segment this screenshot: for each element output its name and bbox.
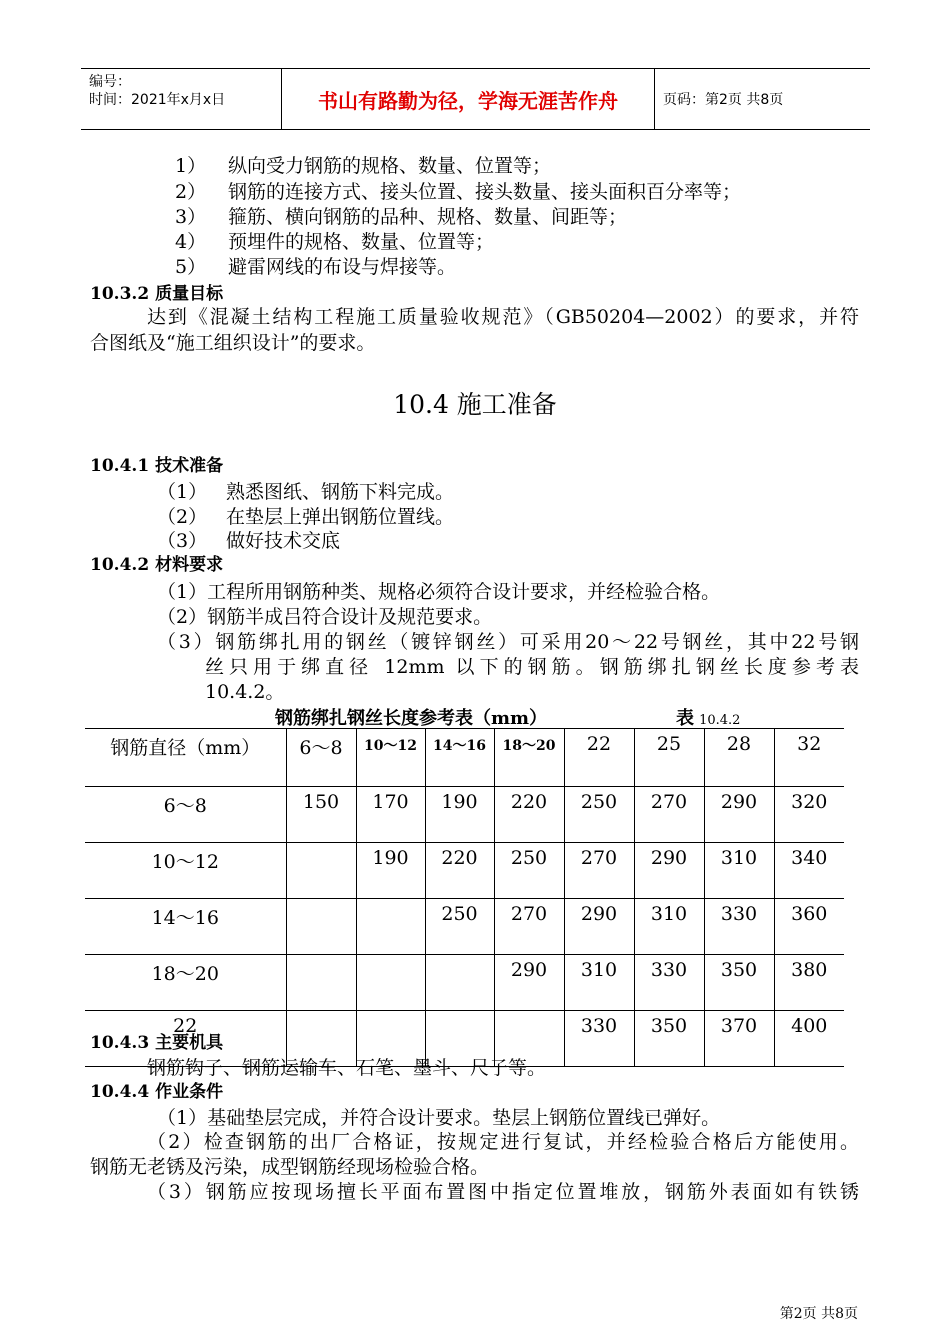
time-label: 时间：2021年x月x日	[89, 92, 226, 108]
table-cell: 170	[356, 787, 425, 843]
tech-item-num: （3）	[157, 530, 208, 552]
tech-item-text: 在垫层上弹出钢筋位置线。	[226, 506, 455, 528]
table-cell: 400	[774, 1011, 844, 1067]
table-cell: 320	[774, 787, 844, 843]
table-cell: 190	[356, 843, 425, 899]
table-cell: 10～12	[85, 843, 286, 899]
condition-item-2-line2: 钢筋无老锈及污染，成型钢筋经现场检验合格。	[90, 1156, 490, 1178]
table-cell: 330	[564, 1011, 634, 1067]
table-cell: 360	[774, 899, 844, 955]
table-cell: 270	[634, 787, 704, 843]
list-item: 4）	[175, 231, 207, 253]
table-cell: 150	[286, 787, 356, 843]
list-item: 5）	[175, 256, 207, 278]
table-cell: 370	[704, 1011, 774, 1067]
table-header-cell: 18～20	[494, 729, 564, 787]
table-cell: 250	[564, 787, 634, 843]
condition-item-2-line1: （2）检查钢筋的出厂合格证，按规定进行复试，并经检验合格后方能使用。	[147, 1131, 859, 1153]
table-cell	[356, 955, 425, 1011]
table-number	[676, 704, 740, 730]
page-header	[81, 68, 870, 130]
table-cell: 290	[564, 899, 634, 955]
condition-item-3-line1: （3）钢筋应按现场擅长平面布置图中指定位置堆放，钢筋外表面如有铁锈	[147, 1181, 859, 1203]
table-header-cell: 22	[564, 729, 634, 787]
header-motto: 书山有路勤为径，学海无涯苦作舟	[281, 69, 655, 129]
table-cell: 330	[704, 899, 774, 955]
table-cell: 290	[704, 787, 774, 843]
material-item-3-line3: 10.4.2。	[205, 681, 285, 703]
page-footer: 第2页 共8页	[779, 1306, 858, 1322]
table-header-cell: 10～12	[356, 729, 425, 787]
table-cell: 380	[774, 955, 844, 1011]
table-cell: 250	[494, 843, 564, 899]
table-cell: 18～20	[85, 955, 286, 1011]
table-number-value: 10.4.2	[699, 713, 741, 728]
list-item: 1）	[175, 155, 207, 177]
tech-item-text: 熟悉图纸、钢筋下料完成。	[226, 481, 455, 503]
list-item-text: 箍筋、横向钢筋的品种、规格、数量、间距等；	[228, 206, 628, 228]
table-cell: 220	[425, 843, 494, 899]
quality-goal-line1: 达到《混凝土结构工程施工质量验收规范》（GB50204—2002）的要求，并符	[147, 306, 859, 328]
section-heading-10-3-2: 10.3.2 质量目标	[90, 284, 224, 304]
table-cell	[286, 843, 356, 899]
table-header-row	[85, 729, 844, 787]
table-row	[85, 843, 844, 899]
table-cell: 270	[564, 843, 634, 899]
table-cell: 14～16	[85, 899, 286, 955]
condition-item-1: （1）基础垫层完成，并符合设计要求。垫层上钢筋位置线已弹好。	[157, 1107, 721, 1129]
table-cell: 350	[634, 1011, 704, 1067]
table-cell	[286, 955, 356, 1011]
table-cell: 310	[564, 955, 634, 1011]
list-item-text: 纵向受力钢筋的规格、数量、位置等；	[228, 155, 552, 177]
table-header-cell: 25	[634, 729, 704, 787]
table-caption: 钢筋绑扎钢丝长度参考表（mm）	[275, 708, 548, 729]
list-item: 3）	[175, 206, 207, 228]
table-row	[85, 955, 844, 1011]
table-cell	[356, 899, 425, 955]
table-cell: 220	[494, 787, 564, 843]
table-row	[85, 787, 844, 843]
table-cell: 350	[704, 955, 774, 1011]
table-cell: 310	[634, 899, 704, 955]
material-item-1: （1）工程所用钢筋种类、规格必须符合设计要求，并经检验合格。	[157, 581, 721, 603]
header-meta	[81, 69, 281, 129]
table-cell	[286, 899, 356, 955]
table-cell: 340	[774, 843, 844, 899]
number-label: 编号：	[89, 74, 131, 90]
tech-item-text: 做好技术交底	[226, 530, 341, 552]
table-header-cell: 钢筋直径（mm）	[85, 729, 286, 787]
header-page-info: 页码：第2页 共8页	[663, 92, 784, 108]
table-header-cell: 14～16	[425, 729, 494, 787]
list-item-text: 避雷网线的布设与焊接等。	[228, 256, 457, 278]
table-cell: 190	[425, 787, 494, 843]
table-header-cell: 6～8	[286, 729, 356, 787]
material-item-3-line2: 丝只用于绑直径 12mm 以下的钢筋。钢筋绑扎钢丝长度参考表	[205, 656, 859, 678]
table-row	[85, 899, 844, 955]
table-cell: 6～8	[85, 787, 286, 843]
quality-goal-line2: 合图纸及“施工组织设计”的要求。	[90, 332, 376, 354]
tools-text: 钢筋钩子、钢筋运输车、石笔、墨斗、尺子等。	[147, 1057, 547, 1079]
table-cell	[425, 955, 494, 1011]
section-title-10-4: 10.4 施工准备	[393, 390, 557, 419]
table-cell: 270	[494, 899, 564, 955]
section-heading-10-4-4: 10.4.4 作业条件	[90, 1082, 224, 1102]
table-cell: 290	[634, 843, 704, 899]
section-heading-10-4-2: 10.4.2 材料要求	[90, 555, 224, 575]
material-item-3-line1: （3）钢筋绑扎用的钢丝（镀锌钢丝）可采用20～22号钢丝，其中22号钢	[157, 631, 859, 653]
table-cell: 330	[634, 955, 704, 1011]
list-item-text: 预埋件的规格、数量、位置等；	[228, 231, 495, 253]
table-header-cell: 32	[774, 729, 844, 787]
material-item-2: （2）钢筋半成吕符合设计及规范要求。	[157, 606, 493, 628]
table-cell: 250	[425, 899, 494, 955]
table-cell: 22	[85, 1011, 286, 1067]
list-item-text: 钢筋的连接方式、接头位置、接头数量、接头面积百分率等；	[228, 181, 742, 203]
table-cell: 290	[494, 955, 564, 1011]
section-heading-10-4-3: 10.4.3 主要机具	[90, 1033, 224, 1053]
list-item: 2）	[175, 181, 207, 203]
table-cell: 310	[704, 843, 774, 899]
table-number-prefix: 表	[676, 708, 694, 729]
tech-item-num: （1）	[157, 481, 208, 503]
tech-item-num: （2）	[157, 506, 208, 528]
section-heading-10-4-1: 10.4.1 技术准备	[90, 456, 224, 476]
table-header-cell: 28	[704, 729, 774, 787]
wire-length-table	[85, 728, 844, 1067]
